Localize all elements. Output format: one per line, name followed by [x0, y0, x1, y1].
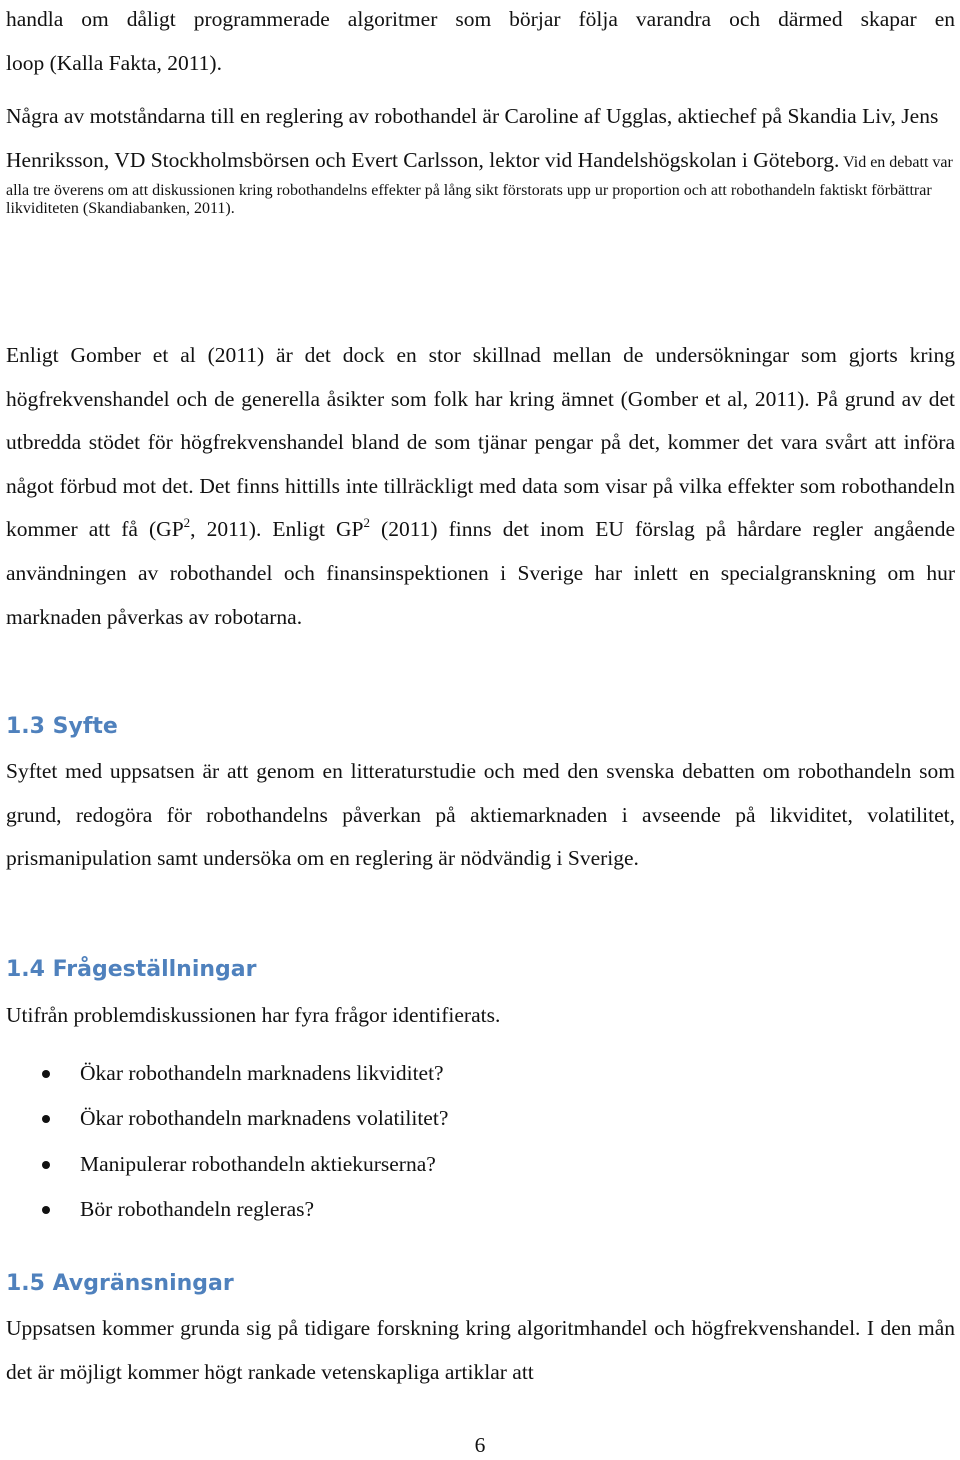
opponents-serif-text: Några av motståndarna till en reglering av robothandel är Caroline af Ugglas, aktiechef på Skandia Liv, Jens Henriksson, VD Stockholmsbörsen och Evert Carlsson, lektor vid Handelshögskolan i Göteborg. — [6, 104, 939, 172]
bullet-icon — [42, 1070, 50, 1078]
question-text: Bör robothandeln regleras? — [80, 1197, 315, 1222]
question-text: Ökar robothandeln marknadens likviditet? — [80, 1060, 444, 1085]
page-number: 6 — [474, 1433, 486, 1457]
gomber-text-a: Enligt Gomber et al (2011) är det dock en stor skillnad mellan de undersökningar som gjorts kring högfrekvenshandel och de generella åsikter som folk har kring ämnet (Gomber et al, 2011). På grund av det utbredda stödet för högfrekvenshandel bland de som tjänar pengar på det, kommer det vara svårt att införa något förbud mot det. Det finns hittills inte tillräckligt med data som visar på vilka effekter som robothandeln kommer att få (GP — [6, 343, 955, 542]
section-heading-avgransningar: 1.5 Avgränsningar — [6, 1271, 234, 1296]
intro-line-2: loop (Kalla Fakta, 2011). — [6, 50, 222, 75]
question-list — [6, 1051, 955, 1233]
gomber-text-c: (2011) finns det inom EU förslag på hårdare regler angående användningen av robothandel och finansinspektionen i Sverige har inlett en specialgranskning om hur marknaden påverkas av robotarna. — [6, 517, 955, 629]
fragestallningar-intro: Utifrån problemdiskussionen har fyra frågor identifierats. — [6, 1003, 501, 1027]
section-fragestallningar — [6, 948, 955, 1233]
question-text: Ökar robothandeln marknadens volatilitet? — [80, 1106, 449, 1131]
bullet-icon — [42, 1115, 50, 1123]
intro-paragraph — [6, 0, 955, 85]
bullet-icon — [42, 1161, 50, 1169]
avgransningar-paragraph: Uppsatsen kommer grunda sig på tidigare forskning kring algoritmhandel och högfrekvenshandel. I den mån det är möjligt kommer högt rankade vetenskapliga artiklar att — [6, 1316, 955, 1384]
opponents-paragraph — [6, 95, 955, 218]
list-item — [6, 1142, 955, 1188]
section-heading-fragestallningar: 1.4 Frågeställningar — [6, 957, 257, 982]
section-heading-syfte: 1.3 Syfte — [6, 714, 118, 739]
list-item — [6, 1187, 955, 1233]
list-item — [6, 1051, 955, 1097]
section-syfte — [6, 705, 955, 881]
section-avgransningar — [6, 1262, 955, 1394]
intro-line-1: handla om dåligt programmerade algoritmer som börjar följa varandra och därmed skapar en — [6, 7, 955, 31]
question-text: Manipulerar robothandeln aktiekurserna? — [80, 1151, 436, 1176]
list-item — [6, 1096, 955, 1142]
bullet-icon — [42, 1206, 50, 1214]
footnote-ref-gp-2: 2 — [363, 515, 370, 531]
footnote-ref-gp-1: 2 — [183, 515, 191, 531]
opponents-sans-text: Vid en debatt var alla tre överens om att diskussionen kring robothandelns effekter på lång sikt förstorats upp ur proportion och att robothandeln faktiskt förbättrar likviditeten (Skandiabanken, 2011). — [6, 153, 953, 218]
gomber-text-b: , 2011). Enligt GP — [190, 517, 364, 542]
syfte-paragraph: Syftet med uppsatsen är att genom en litteraturstudie och med den svenska debatten om robothandeln som grund, redogöra för robothandelns påverkan på aktiemarknaden i avseende på likviditet, volatilitet, prismanipulation samt undersöka om en reglering är nödvändig i Sverige. — [6, 759, 955, 871]
gomber-paragraph — [6, 334, 955, 639]
